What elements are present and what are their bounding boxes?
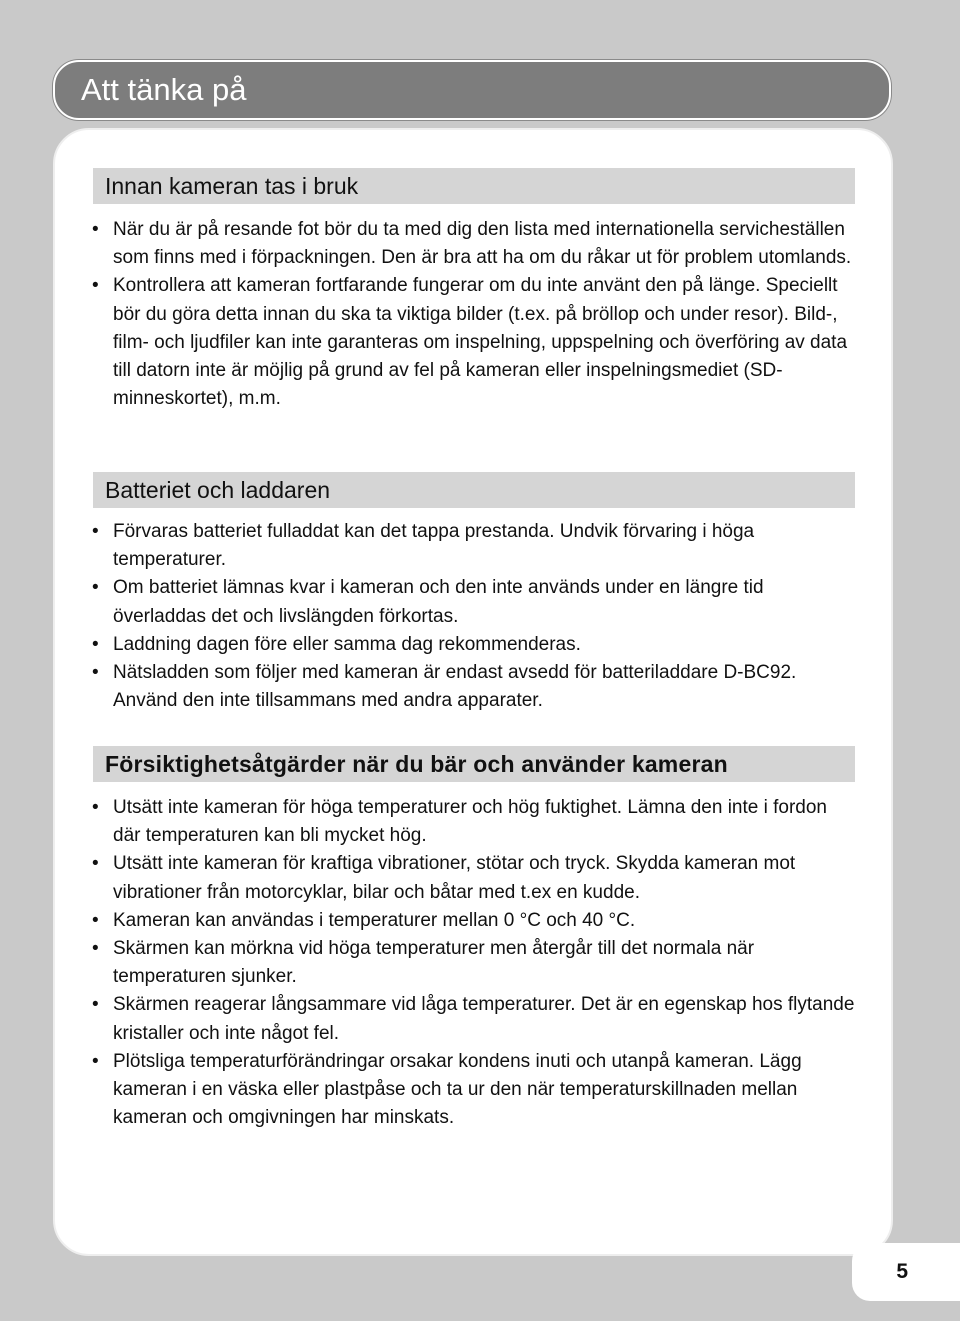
list-item (88, 659, 858, 715)
bullet-icon: • (92, 577, 99, 599)
list-item-text: Om batteriet lämnas kvar i kameran och den inte används under en längre tid överladdas det och livslängden förkortas. (113, 577, 764, 627)
list-item-text: Utsätt inte kameran för kraftiga vibrationer, stötar och tryck. Skydda kameran mot vibrationer från motorcyklar, bilar och båtar med t.ex en kudde. (113, 853, 796, 903)
list-item (88, 1048, 858, 1133)
page-title: Att tänka på (81, 72, 247, 107)
section-header-before-use (93, 168, 855, 204)
section-header-precautions (93, 746, 855, 782)
list-item (88, 850, 858, 906)
list-item-text: Plötsliga temperaturförändringar orsakar kondens inuti och utanpå kameran. Lägg kameran i en väska eller plastpåse och ta ur den när temperaturskillnaden mellan kameran och omgivningen har minskats. (113, 1050, 802, 1129)
section-heading: Batteriet och laddaren (105, 477, 331, 503)
list-item-text: Laddning dagen före eller samma dag rekommenderas. (113, 633, 581, 655)
bullet-icon: • (92, 938, 99, 960)
bullet-icon: • (92, 275, 99, 297)
bullet-icon: • (92, 662, 99, 684)
list-item (88, 794, 858, 850)
list-item (88, 935, 858, 991)
bullet-icon: • (92, 994, 99, 1016)
list-item-text: Utsätt inte kameran för höga temperaturer och hög fuktighet. Lämna den inte i fordon där temperaturen kan bli mycket hög. (113, 797, 827, 847)
page-number: 5 (896, 1260, 908, 1283)
section-heading: Innan kameran tas i bruk (105, 173, 359, 199)
list-item-text: Kameran kan användas i temperaturer mellan 0 °C och 40 °C. (113, 909, 636, 931)
list-item (88, 518, 858, 574)
bullet-list-precautions (88, 794, 858, 1132)
bullet-list-battery (88, 518, 858, 715)
bullet-icon: • (92, 633, 99, 655)
list-item (88, 631, 858, 659)
bullet-icon: • (92, 1050, 99, 1072)
list-item (88, 216, 858, 272)
bullet-icon: • (92, 909, 99, 931)
section-heading: Försiktighetsåtgärder när du bär och använder kameran (105, 751, 728, 777)
list-item-text: Förvaras batteriet fulladdat kan det tappa prestanda. Undvik förvaring i höga temperaturer. (113, 521, 755, 571)
list-item-text: Kontrollera att kameran fortfarande fungerar om du inte använt den på länge. Speciellt bör du göra detta innan du ska ta viktiga bilder (t.ex. på bröllop och under resor). Bild-, film- och ljudfiler kan inte garanteras om inspelning, uppspelning och överföring av data till datorn inte är möjlig på grund av fel på kameran eller inspelningsmediet (SD-minneskortet), m.m. (113, 275, 848, 410)
bullet-icon: • (92, 219, 99, 240)
list-item (88, 907, 858, 935)
list-item-text: Nätsladden som följer med kameran är endast avsedd för batteriladdare D-BC92. Använd den inte tillsammans med andra apparater. (113, 662, 797, 712)
page-title-bar (53, 60, 891, 120)
bullet-icon: • (92, 521, 99, 542)
list-item (88, 574, 858, 630)
list-item (88, 991, 858, 1047)
bullet-list-before-use (88, 216, 858, 413)
section-header-battery (93, 472, 855, 508)
list-item-text: Skärmen reagerar långsammare vid låga temperaturer. Det är en egenskap hos flytande kristaller och inte något fel. (113, 994, 855, 1044)
list-item (88, 272, 858, 413)
bullet-icon: • (92, 797, 99, 818)
bullet-icon: • (92, 853, 99, 875)
page-number-tab (852, 1243, 960, 1301)
list-item-text: När du är på resande fot bör du ta med dig den lista med internationella servicheställen som finns med i förpackningen. Den är bra att ha om du råkar ut för problem utomlands. (113, 219, 852, 269)
list-item-text: Skärmen kan mörkna vid höga temperaturer men återgår till det normala när temperaturen sjunker. (113, 938, 755, 988)
